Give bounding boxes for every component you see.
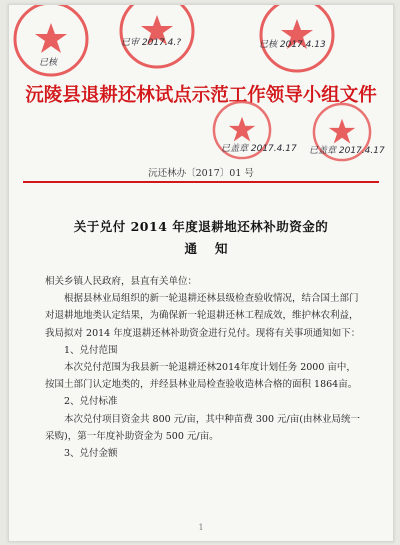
page-number: 1 (198, 523, 204, 532)
stamp-row (9, 5, 393, 85)
salutation: 相关乡镇人民政府，县直有关单位： (45, 276, 198, 287)
section-heading: 2、兑付标准 (64, 396, 118, 408)
paragraph: 本次兑付项目资金共 800 元/亩，其中种苗费 300 元/亩(由林业局统一采购)，第一年度补助资金为 500 元/亩。 (45, 413, 360, 442)
document-header-title: 沅陵县退耕还林试点示范工作领导小组文件 (25, 85, 377, 106)
signature: 已核 2017.4.13 (259, 40, 326, 50)
paragraph: 根据县林业局组织的新一轮退耕还林县级检查验收情况，结合国土部门对退耕地地类认定结果，为确保新一轮退耕还林工程成效，维护林农利益，我局拟对 2014 年度退耕还林补助资金进行兑付。现将有关事项通知如下： (45, 293, 361, 339)
signature: 已核 (39, 58, 58, 68)
notice-title-line2: 通知 (184, 241, 246, 256)
document-number: 沅还林办〔2017〕01 号 (148, 168, 254, 179)
signature: 已盖章 2017.4.17 (309, 146, 385, 156)
notice-title-line1: 关于兑付 2014 年度退耕地还林补助资金的 (73, 219, 329, 234)
section-heading: 1、兑付范围 (64, 344, 118, 356)
signature: 已审 2017.4.? (121, 38, 181, 48)
header-divider (23, 181, 379, 183)
paragraph: 本次兑付范围为我县新一轮退耕还林2014年度计划任务 2000 亩中，按国土部门认定地类的，并经县林业局检查验收造林合格的面积 1864亩。 (45, 362, 358, 391)
signature: 已盖章 2017.4.17 (221, 144, 297, 154)
notice-body (45, 273, 365, 462)
section-heading: 3、兑付金额 (64, 448, 118, 460)
document-page (8, 4, 394, 542)
